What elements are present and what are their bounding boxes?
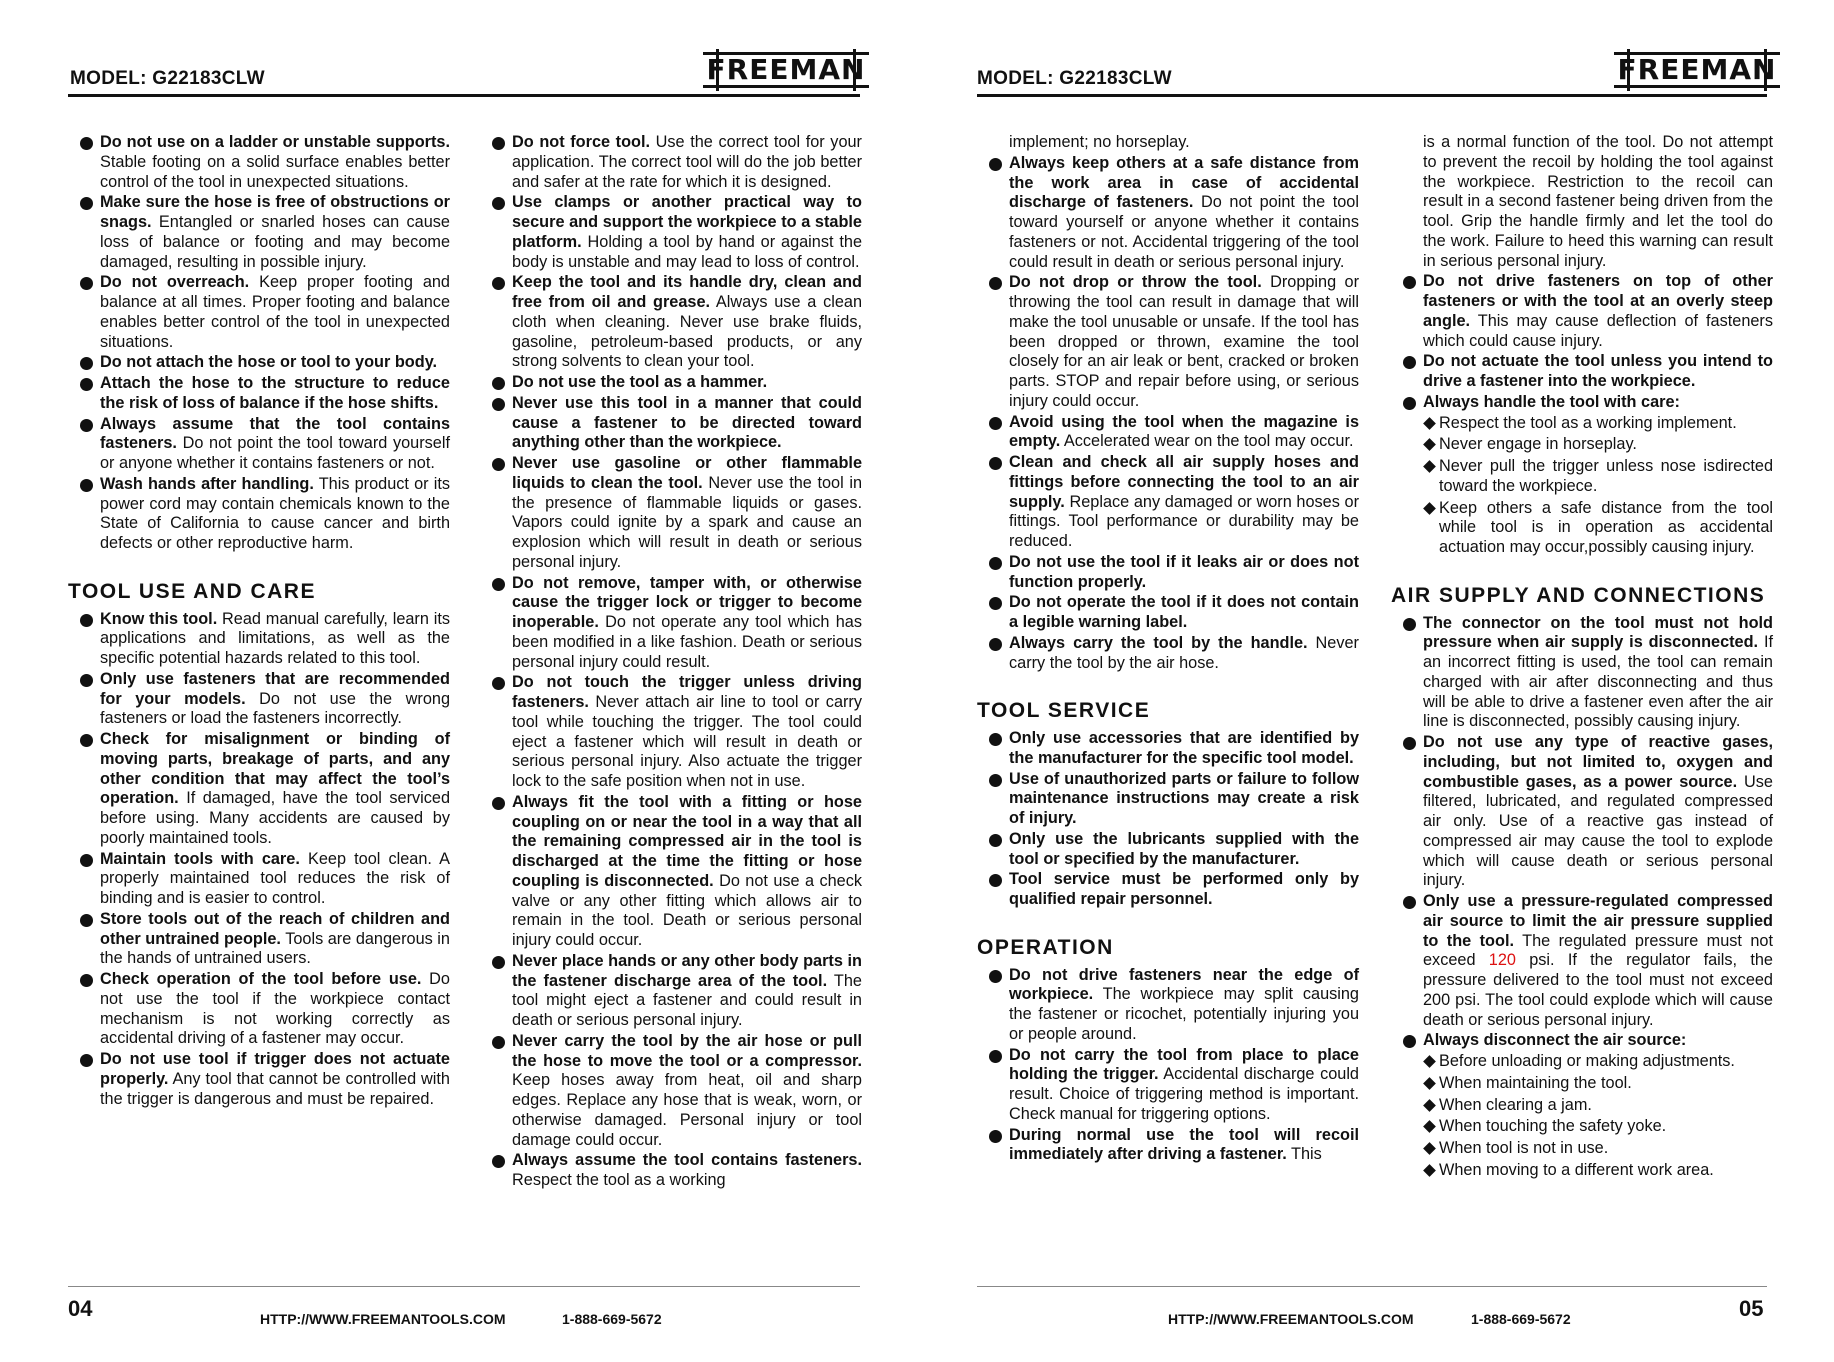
sub-item-text: Respect the tool as a working implement. — [1439, 413, 1737, 432]
bullet-item — [480, 793, 862, 951]
body-text: This product or its power cord may contain chemicals known to the State of California to cause cancer and birth defects or other reproductive harm. — [100, 474, 450, 552]
page-number: 05 — [1739, 1296, 1764, 1321]
body-text: Accidental discharge could result. Choice of triggering method is important. Check manual for triggering options. — [1009, 1065, 1359, 1123]
bold-lead: Wash hands after handling. — [100, 474, 314, 493]
continued-text: is a normal function of the tool. Do not attempt to prevent the recoil by holding the tool against the workpiece. Restriction to the recoil can result in a second fastener being driven from the tool. Grip the handle firmly and let the tool do the work. Failure to heed this warning can result in serious personal injury. — [1423, 133, 1773, 270]
page-right — [917, 0, 1834, 1362]
bullet-dot-icon — [1403, 737, 1416, 750]
body-text: The workpiece may split causing the fastener or ricochet, potentially injuring you or people around. — [1009, 985, 1359, 1043]
bullet-dot-icon — [989, 457, 1002, 470]
bullet-item — [1391, 1031, 1773, 1051]
diamond-bullet-icon — [1423, 460, 1436, 473]
body-text: psi. If the regulator fails, the pressure delivered to the tool must not exceed 200 psi. The tool could explode which will cause death or serious personal injury. — [1423, 951, 1773, 1029]
bold-lead: Never carry the tool by the air hose or pull the hose to move the tool or a compressor. — [512, 1031, 862, 1070]
bullet-dot-icon — [989, 158, 1002, 171]
bullet-item — [480, 133, 862, 192]
body-text: Accelerated wear on the tool may occur. — [1060, 432, 1354, 451]
diamond-bullet-icon — [1423, 1099, 1436, 1112]
bold-lead: Use clamps or another practical way to secure and support the workpiece to a stable platform. — [512, 193, 862, 251]
bold-lead: Always fit the tool with a fitting or hose coupling on or near the tool in a way that all the remaining compressed air in the tool is discharged at the time the fitting or hose coupling is disconnected. — [512, 792, 862, 890]
body-text: Use filtered, lubricated, and regulated compressed air only. Use of a reactive gas instead of compressed air may cause the tool to explode which will cause death or serious personal injury. — [1423, 772, 1773, 890]
bold-lead: Check operation of the tool before use. — [100, 970, 422, 988]
bullet-item — [977, 413, 1359, 453]
bullet-dot-icon — [1403, 356, 1416, 369]
bullet-dot-icon — [80, 479, 93, 492]
diamond-bullet-icon — [1423, 502, 1436, 515]
body-text: This may cause deflection of fasteners which could cause injury. — [1423, 311, 1773, 350]
bold-lead: Do not drop or throw the tool. — [1009, 273, 1262, 292]
bullet-item — [68, 910, 450, 969]
sub-item — [1391, 1161, 1773, 1181]
bullet-dot-icon — [80, 734, 93, 747]
bullet-item — [977, 770, 1359, 829]
bold-lead: Maintain tools with care. — [100, 849, 300, 868]
bold-lead: Attach the hose to the structure to reduce the risk of loss of balance if the hose shifts. — [100, 374, 450, 412]
body-text: Any tool that cannot be controlled with the trigger is dangerous and must be repaired. — [100, 1069, 450, 1108]
bullet-item — [68, 133, 450, 192]
sub-item — [1391, 499, 1773, 558]
bullet-dot-icon — [989, 970, 1002, 983]
bold-lead: The connector on the tool must not hold pressure when air supply is disconnected. — [1423, 613, 1773, 652]
column-4 — [1391, 133, 1773, 1183]
bold-lead: Do not carry the tool from place to place holding the trigger. — [1009, 1045, 1359, 1084]
footer-rule — [977, 1286, 1767, 1287]
bullet-item — [977, 453, 1359, 552]
bullet-dot-icon — [492, 1155, 505, 1168]
bold-lead: Know this tool. — [100, 609, 218, 628]
bullet-dot-icon — [80, 419, 93, 432]
sub-item — [1391, 1096, 1773, 1116]
bullet-dot-icon — [492, 137, 505, 150]
bold-lead: Always disconnect the air source: — [1423, 1031, 1687, 1050]
bold-lead: Do not actuate the tool unless you intend to drive a fastener into the workpiece. — [1423, 352, 1773, 390]
bullet-dot-icon — [492, 197, 505, 210]
bullet-item — [977, 966, 1359, 1045]
bullet-item — [977, 634, 1359, 674]
section-heading: AIR SUPPLY AND CONNECTIONS — [1391, 583, 1766, 607]
bold-lead: Never use this tool in a manner that could cause a fastener to be directed toward anything other than the workpiece. — [512, 393, 862, 452]
bullet-dot-icon — [80, 137, 93, 150]
diamond-bullet-icon — [1423, 1077, 1436, 1090]
bold-lead: Do not operate the tool if it does not contain a legible warning label. — [1009, 593, 1359, 631]
bullet-dot-icon — [492, 956, 505, 969]
bullet-item — [977, 830, 1359, 870]
column-1 — [68, 133, 450, 1110]
bold-lead: Check for misalignment or binding of moving parts, breakage of parts, and any other condition that may affect the tool’s operation. — [100, 730, 450, 808]
bullet-item — [68, 670, 450, 729]
bullet-item — [68, 970, 450, 1049]
bold-lead: Always carry the tool by the handle. — [1009, 633, 1308, 652]
section-heading: TOOL USE AND CARE — [68, 579, 316, 603]
bullet-item — [68, 1050, 450, 1109]
bold-lead: Do not use any type of reactive gases, including, but not limited to, oxygen and combustible gases, as a power source. — [1423, 733, 1773, 791]
bullet-dot-icon — [989, 834, 1002, 847]
bullet-dot-icon — [80, 974, 93, 987]
bullet-dot-icon — [80, 357, 93, 370]
bold-lead: Only use a pressure-regulated compressed air source to limit the air pressure supplied to the tool. — [1423, 892, 1773, 950]
bold-lead: Do not use the tool as a hammer. — [512, 373, 768, 391]
bullet-item — [977, 154, 1359, 273]
bullet-dot-icon — [80, 614, 93, 627]
bullet-item — [977, 729, 1359, 769]
bold-lead: Do not use the tool if it leaks air or does not function properly. — [1009, 552, 1359, 591]
footer-rule — [68, 1286, 860, 1287]
sub-item-text: When touching the safety yoke. — [1439, 1117, 1667, 1136]
sub-item — [1391, 1139, 1773, 1159]
bullet-dot-icon — [492, 578, 505, 591]
bullet-item — [68, 273, 450, 352]
bold-lead: Always handle the tool with care: — [1423, 392, 1680, 411]
diamond-bullet-icon — [1423, 1120, 1436, 1133]
body-text: The tool might eject a fastener and could result in death or serious personal injury. — [512, 971, 862, 1029]
bullet-dot-icon — [989, 638, 1002, 651]
diamond-bullet-icon — [1423, 1055, 1436, 1068]
bullet-dot-icon — [989, 774, 1002, 787]
sub-item-text: When clearing a jam. — [1439, 1095, 1592, 1114]
bold-lead: During normal use the tool will recoil immediately after driving a fastener. — [1009, 1125, 1359, 1164]
column-3 — [977, 133, 1359, 1166]
bold-lead: Use of unauthorized parts or failure to follow maintenance instructions may create a risk of injury. — [1009, 769, 1359, 827]
bullet-dot-icon — [80, 914, 93, 927]
sub-item — [1391, 1074, 1773, 1094]
column-2 — [480, 133, 862, 1192]
bullet-item — [480, 574, 862, 673]
bullet-dot-icon — [989, 417, 1002, 430]
body-text: Do not point the tool toward yourself or anyone whether it contains fasteners or not. Accidental triggering of the tool could result in death or serious personal injury. — [1009, 193, 1359, 271]
bold-lead: Keep the tool and its handle dry, clean and free from oil and grease. — [512, 273, 862, 311]
diamond-bullet-icon — [1423, 438, 1436, 451]
freeman-logo: FREEMAN — [716, 49, 856, 91]
bullet-item — [68, 730, 450, 849]
sub-item-text: Never pull the trigger unless nose isdirected toward the workpiece. — [1439, 457, 1773, 495]
bold-lead: Do not touch the trigger unless driving fasteners. — [512, 673, 862, 711]
section-heading: OPERATION — [977, 935, 1114, 959]
bullet-item — [1391, 733, 1773, 891]
bold-lead: Store tools out of the reach of children and other untrained people. — [100, 909, 450, 948]
bold-lead: Always assume that the tool contains fasteners. — [100, 414, 450, 453]
bullet-dot-icon — [989, 874, 1002, 887]
body-text: Tools are dangerous in the hands of untrained users. — [100, 929, 450, 968]
bullet-item — [1391, 393, 1773, 413]
bullet-item — [68, 610, 450, 669]
body-text: Do not use a check valve or any other fitting which allows air to remain in the tool. Death or serious personal injury could occur. — [512, 871, 862, 949]
body-text: Read manual carefully, learn its applications and limitations, as well as the specific potential hazards related to this tool. — [100, 609, 450, 667]
website-link[interactable]: HTTP://WWW.FREEMANTOOLS.COM — [1168, 1311, 1414, 1327]
body-text: Never carry the tool by the air hose. — [1009, 633, 1359, 672]
pressure-value: 120 — [1488, 951, 1516, 970]
bold-lead: Only use accessories that are identified by the manufacturer for the specific tool model. — [1009, 729, 1359, 767]
header-rule — [977, 94, 1767, 97]
diamond-bullet-icon — [1423, 1164, 1436, 1177]
sub-item — [1391, 457, 1773, 497]
bullet-dot-icon — [1403, 618, 1416, 631]
sub-item — [1391, 414, 1773, 434]
bullet-item — [977, 553, 1359, 593]
bullet-item — [480, 373, 862, 393]
bullet-item — [1391, 272, 1773, 351]
bold-lead: Always keep others at a safe distance from the work area in case of accidental discharge of fasteners. — [1009, 153, 1359, 212]
bullet-item — [68, 415, 450, 474]
bullet-dot-icon — [1403, 1035, 1416, 1048]
bold-lead: Only use fasteners that are recommended for your models. — [100, 669, 450, 708]
bullet-item — [480, 673, 862, 792]
bullet-dot-icon — [989, 1050, 1002, 1063]
bold-lead: Never use gasoline or other flammable liquids to clean the tool. — [512, 454, 862, 492]
body-text: Do not use the wrong fasteners or load the fasteners incorrectly. — [100, 689, 451, 728]
body-text: The regulated pressure must not exceed — [1423, 931, 1774, 970]
bold-lead: Do not overreach. — [100, 273, 250, 292]
body-text: Keep tool clean. A properly maintained tool reduces the risk of binding and is easier to control. — [100, 849, 451, 907]
bold-lead: Do not remove, tamper with, or otherwise cause the trigger lock or trigger to become inoperable. — [512, 573, 862, 631]
bold-lead: Do not use tool if trigger does not actuate properly. — [100, 1050, 450, 1088]
page-number: 04 — [68, 1296, 93, 1321]
body-text: Stable footing on a solid surface enables better control of the tool in unexpected situations. — [100, 152, 450, 191]
bold-lead: Only use the lubricants supplied with the tool or specified by the manufacturer. — [1009, 829, 1359, 868]
bullet-item — [68, 850, 450, 909]
bullet-dot-icon — [989, 557, 1002, 570]
body-text: Dropping or throwing the tool can result in damage that will make the tool unusable or unsafe. If the tool has been dropped or thrown, examine the tool closely for an air leak or bent, cracked or broken parts. STOP and repair before using, or serious injury could occur. — [1009, 273, 1359, 410]
bullet-item — [1391, 614, 1773, 733]
section-heading: TOOL SERVICE — [977, 699, 1151, 723]
body-text: If damaged, have the tool serviced before using. Many accidents are caused by poorly maintained tools. — [100, 789, 450, 847]
body-text: Use the correct tool for your application. The correct tool will do the job better and safer at the rate for which it is designed. — [512, 133, 862, 191]
bullet-item — [977, 1126, 1359, 1166]
bold-lead: Never place hands or any other body parts in the fastener discharge area of the tool. — [512, 951, 862, 990]
bullet-item — [977, 593, 1359, 633]
bullet-dot-icon — [492, 277, 505, 290]
freeman-logo: FREEMAN — [1627, 49, 1767, 91]
website-link[interactable]: HTTP://WWW.FREEMANTOOLS.COM — [260, 1311, 506, 1327]
bullet-dot-icon — [1403, 397, 1416, 410]
body-text: Keep proper footing and balance at all times. Proper footing and balance enables better control of the tool in unexpected situations. — [100, 273, 450, 351]
bullet-dot-icon — [80, 277, 93, 290]
bullet-dot-icon — [492, 677, 505, 690]
body-text: This — [1286, 1145, 1322, 1164]
bullet-item — [977, 1046, 1359, 1125]
bullet-dot-icon — [492, 458, 505, 471]
bullet-item — [480, 1032, 862, 1151]
phone-number: 1-888-669-5672 — [562, 1311, 662, 1327]
bullet-dot-icon — [80, 378, 93, 391]
bold-lead: Clean and check all air supply hoses and fittings before connecting the tool to an air supply. — [1009, 453, 1359, 511]
bullet-dot-icon — [989, 597, 1002, 610]
bold-lead: Always assume the tool contains fasteners. — [512, 1151, 862, 1170]
body-text: Always use a clean cloth when cleaning. Never use brake fluids, gasoline, petroleum-based products, or any strong solvents to clean your tool. — [512, 293, 863, 371]
body-text: If an incorrect fitting is used, the tool can remain charged with air after disconnecting and thus will be able to drive a fastener even after the air line is disconnected, possibly causing injury. — [1423, 633, 1773, 731]
body-text: Keep hoses away from heat, oil and sharp edges. Replace any hose that is weak, worn, or otherwise damaged. Personal injury or tool damage could occur. — [512, 1071, 862, 1149]
bold-lead: Do not attach the hose or tool to your body. — [100, 353, 438, 372]
sub-item-text: Before unloading or making adjustments. — [1439, 1052, 1735, 1070]
bullet-item — [1391, 892, 1773, 1030]
sub-item-text: Keep others a safe distance from the tool while tool is in operation as accidental actuation may occur,possibly causing injury. — [1439, 498, 1773, 556]
bullet-dot-icon — [492, 398, 505, 411]
body-text: Respect the tool as a working — [512, 1171, 726, 1189]
bold-lead: Do not drive fasteners near the edge of workpiece. — [1009, 965, 1359, 1004]
sub-item — [1391, 1117, 1773, 1137]
body-text: Replace any damaged or worn hoses or fittings. Tool performance or durability may be reduced. — [1009, 492, 1359, 550]
bullet-item — [68, 353, 450, 373]
model-label: MODEL: G22183CLW — [70, 68, 265, 89]
body-text: Never attach air line to tool or carry tool while touching the trigger. The tool could eject a fastener which will result in death or serious personal injury. Also actuate the trigger lock to the safe position when not in use. — [512, 693, 862, 790]
continued-text: implement; no horseplay. — [1009, 133, 1190, 151]
bullet-dot-icon — [80, 854, 93, 867]
bullet-dot-icon — [80, 674, 93, 687]
bullet-item — [68, 193, 450, 272]
bullet-dot-icon — [80, 1054, 93, 1067]
bullet-item — [977, 273, 1359, 411]
body-text: Do not use the tool if the workpiece contact mechanism is not working correctly as accidental driving of a fastener may occur. — [100, 970, 450, 1048]
diamond-bullet-icon — [1423, 1142, 1436, 1155]
header-rule — [68, 94, 860, 97]
bullet-dot-icon — [989, 1130, 1002, 1143]
bullet-dot-icon — [80, 197, 93, 210]
bullet-item — [480, 1151, 862, 1191]
bullet-dot-icon — [989, 277, 1002, 290]
bullet-item — [480, 952, 862, 1031]
bullet-item — [68, 475, 450, 554]
bullet-item — [480, 454, 862, 573]
bold-lead: Do not use on a ladder or unstable supports. — [100, 133, 450, 151]
bullet-dot-icon — [1403, 896, 1416, 909]
sub-item — [1391, 1052, 1773, 1072]
bullet-item — [1391, 352, 1773, 392]
body-text: Do not operate any tool which has been modified in a like fashion. Death or serious personal injury could result. — [512, 613, 862, 671]
sub-item-text: When maintaining the tool. — [1439, 1073, 1632, 1092]
bullet-item — [480, 394, 862, 453]
body-text: Never use the tool in the presence of flammable liquids or gases. Vapors could ignite by a spark and cause an explosion which will result in death or serious personal injury. — [512, 473, 862, 571]
sub-item — [1391, 435, 1773, 455]
bullet-dot-icon — [492, 1036, 505, 1049]
bold-lead: Make sure the hose is free of obstructions or snags. — [100, 193, 450, 231]
sub-item-text: When tool is not in use. — [1439, 1139, 1609, 1157]
sub-item-text: When moving to a different work area. — [1439, 1160, 1714, 1179]
bold-lead: Avoid using the tool when the magazine is empty. — [1009, 412, 1359, 451]
bullet-item — [480, 193, 862, 272]
bold-lead: Do not force tool. — [512, 133, 651, 151]
bold-lead: Do not drive fasteners on top of other fasteners or with the tool at an overly steep angle. — [1423, 272, 1773, 330]
bullet-dot-icon — [1403, 276, 1416, 289]
bullet-dot-icon — [492, 797, 505, 810]
diamond-bullet-icon — [1423, 417, 1436, 430]
body-text: Holding a tool by hand or against the body is unstable and may lead to loss of control. — [512, 232, 862, 271]
body-text: Do not point the tool toward yourself or anyone whether it contains fasteners or not. — [100, 434, 450, 472]
sub-item-text: Never engage in horseplay. — [1439, 435, 1637, 454]
bullet-item — [480, 273, 862, 372]
bullet-item — [68, 374, 450, 414]
bullet-dot-icon — [989, 733, 1002, 746]
bullet-item — [977, 870, 1359, 910]
body-text: Entangled or snarled hoses can cause loss of balance or footing and may become damaged, resulting in possible injury. — [100, 213, 450, 271]
model-label: MODEL: G22183CLW — [977, 68, 1172, 89]
bullet-dot-icon — [492, 377, 505, 390]
phone-number: 1-888-669-5672 — [1471, 1311, 1571, 1327]
bold-lead: Tool service must be performed only by qualified repair personnel. — [1009, 870, 1359, 908]
